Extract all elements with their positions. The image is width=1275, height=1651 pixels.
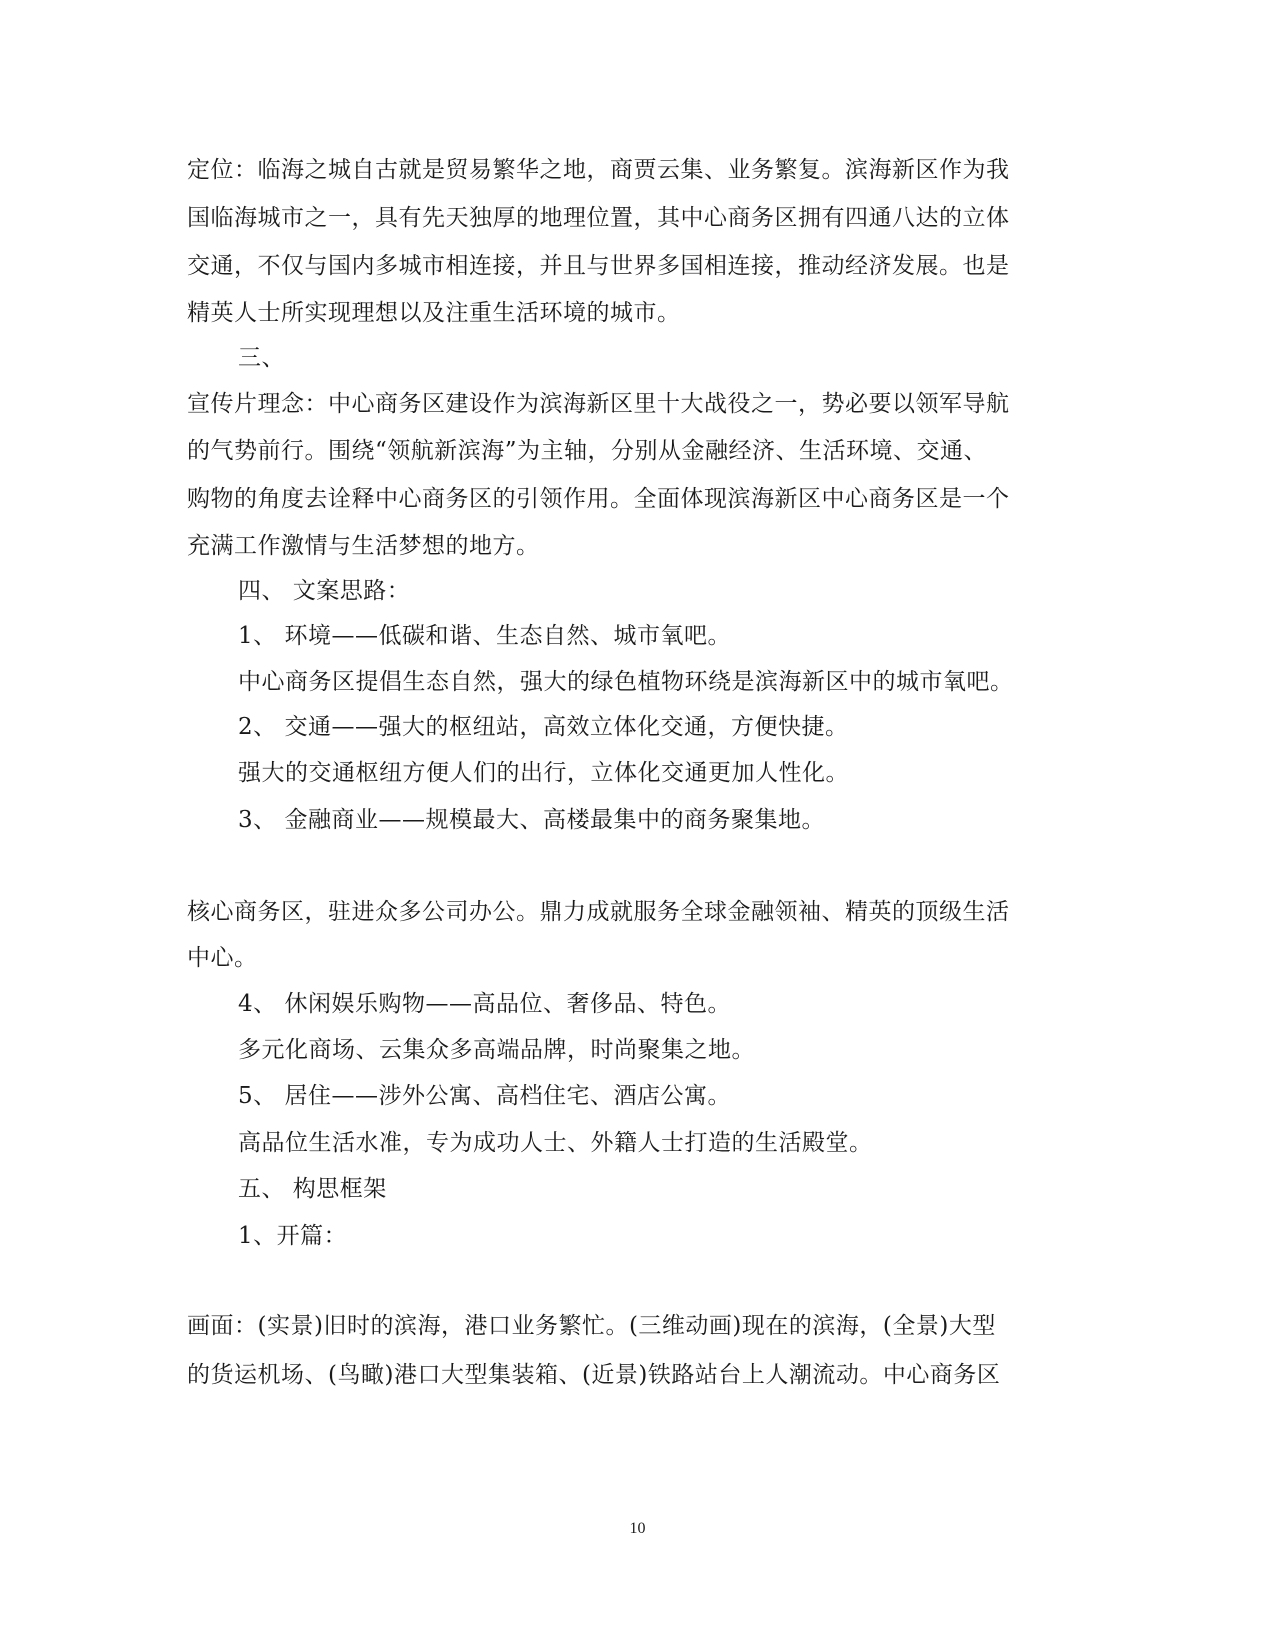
paragraph-line: 宣传片理念：中心商务区建设作为滨海新区里十大战役之一，势必要以领军导航 [187,391,1010,417]
paragraph-line: 核心商务区，驻进众多公司办公。鼎力成就服务全球金融领袖、精英的顶级生活 [187,899,1010,925]
paragraph-line: 多元化商场、云集众多高端品牌，时尚聚集之地。 [238,1037,755,1063]
paragraph-line: 精英人士所实现理想以及注重生活环境的城市。 [187,300,681,326]
paragraph-line: 购物的角度去诠释中心商务区的引领作用。全面体现滨海新区中心商务区是一个 [187,486,1010,512]
paragraph-line: 充满工作激情与生活梦想的地方。 [187,533,540,559]
section-heading: 五、 构思框架 [238,1176,387,1202]
paragraph-line: 画面：(实景)旧时的滨海，港口业务繁忙。(三维动画)现在的滨海，(全景)大型 [187,1313,996,1339]
paragraph-line: 国临海城市之一，具有先天独厚的地理位置，其中心商务区拥有四通八达的立体 [187,205,1010,231]
section-heading: 四、 文案思路： [238,578,411,604]
paragraph-line: 高品位生活水准，专为成功人士、外籍人士打造的生活殿堂。 [238,1130,873,1156]
paragraph-line: 定位：临海之城自古就是贸易繁华之地，商贾云集、业务繁复。滨海新区作为我 [187,157,1010,183]
paragraph-line: 中心。 [187,945,258,971]
page-number: 10 [629,1520,646,1537]
list-item: 1、开篇： [238,1223,348,1249]
list-item: 2、 交通——强大的枢纽站，高效立体化交通，方便快捷。 [238,714,849,740]
paragraph-line: 的气势前行。围绕“领航新滨海”为主轴，分别从金融经济、生活环境、交通、 [187,438,988,464]
section-heading: 三、 [238,345,285,371]
list-item: 5、 居住——涉外公寓、高档住宅、酒店公寓。 [238,1083,731,1109]
paragraph-line: 的货运机场、(鸟瞰)港口大型集装箱、(近景)铁路站台上人潮流动。中心商务区 [187,1362,1001,1388]
list-item: 1、 环境——低碳和谐、生态自然、城市氧吧。 [238,623,731,649]
paragraph-line: 交通，不仅与国内多城市相连接，并且与世界多国相连接，推动经济发展。也是 [187,253,1010,279]
paragraph-line: 中心商务区提倡生态自然，强大的绿色植物环绕是滨海新区中的城市氧吧。 [238,669,1014,695]
list-item: 3、 金融商业——规模最大、高楼最集中的商务聚集地。 [238,807,825,833]
list-item: 4、 休闲娱乐购物——高品位、奢侈品、特色。 [238,991,731,1017]
paragraph-line: 强大的交通枢纽方便人们的出行，立体化交通更加人性化。 [238,760,849,786]
